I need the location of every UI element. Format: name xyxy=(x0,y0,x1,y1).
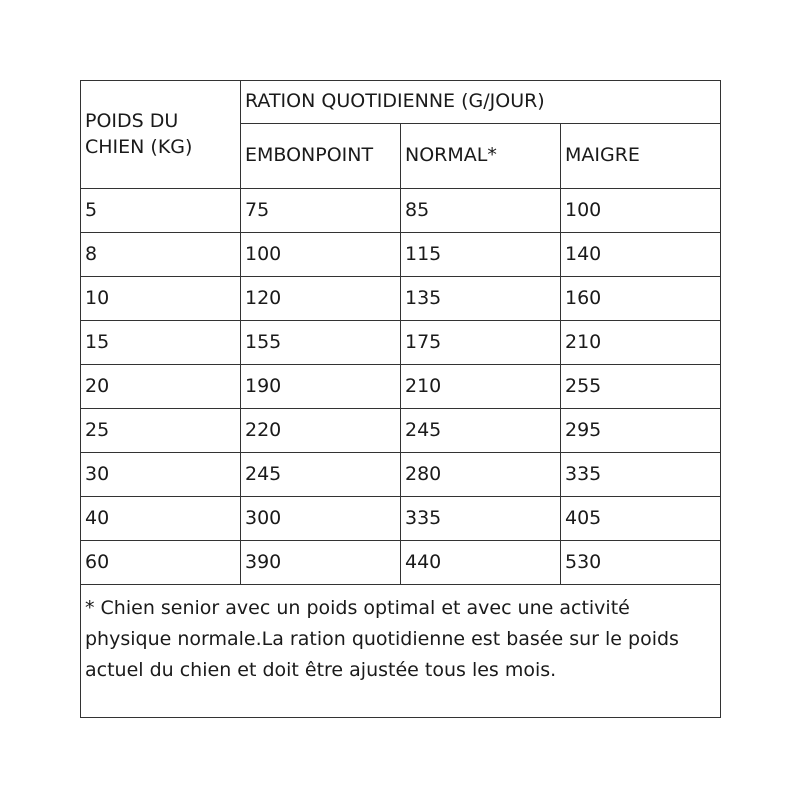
table-body xyxy=(81,81,721,718)
ration-header: RATION QUOTIDIENNE (G/JOUR) xyxy=(241,81,721,124)
weight-cell: 40 xyxy=(81,497,241,541)
maigre-cell: 530 xyxy=(561,541,721,585)
maigre-cell: 100 xyxy=(561,189,721,233)
embonpoint-cell: 190 xyxy=(241,365,401,409)
table-row xyxy=(81,365,721,409)
weight-cell: 10 xyxy=(81,277,241,321)
embonpoint-cell: 300 xyxy=(241,497,401,541)
normal-cell: 245 xyxy=(401,409,561,453)
weight-cell: 60 xyxy=(81,541,241,585)
maigre-cell: 335 xyxy=(561,453,721,497)
table-row xyxy=(81,277,721,321)
table-row xyxy=(81,453,721,497)
embonpoint-cell: 155 xyxy=(241,321,401,365)
table-row xyxy=(81,409,721,453)
footnote-row xyxy=(81,585,721,718)
weight-cell: 25 xyxy=(81,409,241,453)
ration-table xyxy=(80,80,721,718)
weight-cell: 15 xyxy=(81,321,241,365)
normal-cell: 135 xyxy=(401,277,561,321)
table-row xyxy=(81,497,721,541)
normal-cell: 115 xyxy=(401,233,561,277)
embonpoint-cell: 75 xyxy=(241,189,401,233)
header-row-top xyxy=(81,81,721,124)
maigre-cell: 295 xyxy=(561,409,721,453)
header-normal: NORMAL* xyxy=(401,124,561,189)
maigre-cell: 255 xyxy=(561,365,721,409)
weight-column-header: POIDS DU CHIEN (KG) xyxy=(81,81,241,189)
weight-cell: 30 xyxy=(81,453,241,497)
normal-cell: 210 xyxy=(401,365,561,409)
table-row xyxy=(81,321,721,365)
weight-cell: 20 xyxy=(81,365,241,409)
weight-cell: 8 xyxy=(81,233,241,277)
embonpoint-cell: 100 xyxy=(241,233,401,277)
normal-cell: 175 xyxy=(401,321,561,365)
table-row xyxy=(81,189,721,233)
table-row xyxy=(81,233,721,277)
header-embonpoint: EMBONPOINT xyxy=(241,124,401,189)
maigre-cell: 140 xyxy=(561,233,721,277)
normal-cell: 85 xyxy=(401,189,561,233)
header-maigre: MAIGRE xyxy=(561,124,721,189)
maigre-cell: 405 xyxy=(561,497,721,541)
embonpoint-cell: 390 xyxy=(241,541,401,585)
embonpoint-cell: 245 xyxy=(241,453,401,497)
normal-cell: 440 xyxy=(401,541,561,585)
footnote: * Chien senior avec un poids optimal et avec une activité physique normale.La ration quotidienne est basée sur le poids actuel du chien et doit être ajustée tous les mois. xyxy=(81,585,721,718)
normal-cell: 280 xyxy=(401,453,561,497)
maigre-cell: 160 xyxy=(561,277,721,321)
embonpoint-cell: 220 xyxy=(241,409,401,453)
table-row xyxy=(81,541,721,585)
embonpoint-cell: 120 xyxy=(241,277,401,321)
weight-cell: 5 xyxy=(81,189,241,233)
maigre-cell: 210 xyxy=(561,321,721,365)
normal-cell: 335 xyxy=(401,497,561,541)
